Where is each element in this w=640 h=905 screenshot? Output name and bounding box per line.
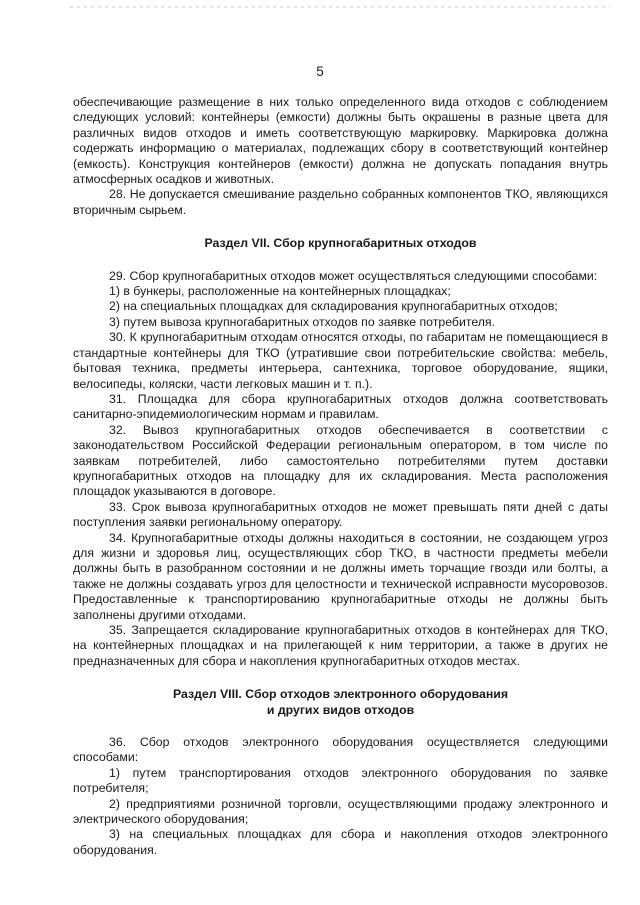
paragraph-32: 32. Вывоз крупногабаритных отходов обеспечивается в соответствии с законодательством Российской Федерации региональным оператором, в том числе по заявкам потребителей, либо самостоятельно потребителями путем доставки крупногабаритных отходов на площадку для их складирования. Места расположения площадок указываются в договоре. [73,422,608,499]
list-item-29-2: 2) на специальных площадках для складирования крупногабаритных отходов; [109,299,558,314]
paragraph-36: 36. Сбор отходов электронного оборудования осуществляется следующими способами: [73,735,608,765]
paragraph-29: 29. Сбор крупногабаритных отходов может осуществляться следующими способами: [109,268,598,283]
section-8-title-line-2: и других видов отходов [266,702,415,717]
section-8-heading [73,687,608,718]
scan-artifact [70,6,610,8]
section-8-title-line-1: Раздел VIII. Сбор отходов электронного оборудования [172,687,509,702]
list-item-29-3: 3) путем вывоза крупногабаритных отходов по заявке потребителя. [109,314,496,329]
paragraph-31: 31. Площадка для сбора крупногабаритных отходов должна соответствовать санитарно-эпидемиологическим нормам и правилам. [73,391,608,422]
list-item-36-3: 3) на специальных площадках для сбора и накопления отходов электронного оборудования. [73,827,608,857]
paragraph-35: 35. Запрещается складирование крупногабаритных отходов в контейнерах для ТКО, на контейнерных площадках и на прилегающей к ним территории, а также в других не предназначенных для сбора и накопления крупногабаритных отходов местах. [73,623,608,668]
list-item-36-1: 1) путем транспортирования отходов электронного оборудования по заявке потребителя; [73,765,608,796]
paragraph-28: 28. Не допускается смешивание раздельно собранных компонентов ТКО, являющихся вторичным сырьем. [73,187,608,217]
document-body [73,95,608,858]
list-item-29-1: 1) в бункеры, расположенные на контейнерных площадках; [109,284,451,299]
section-7-title: Раздел VII. Сбор крупногабаритных отходов [204,236,477,251]
list-item-36-2: 2) предприятиями розничной торговли, осуществляющими продажу электронного и электрического оборудования; [73,796,608,827]
paragraph-33: 33. Срок вывоза крупногабаритных отходов не может превышать пяти дней с даты поступления заявки региональному оператору. [73,499,608,530]
page-number: 5 [316,64,324,79]
section-7-heading [73,236,608,251]
paragraph-34: 34. Крупногабаритные отходы должны находиться в состоянии, не создающем угроз для жизни и здоровья лиц, осуществляющих сбор ТКО, в частности предметы мебели должны быть в разобранном состоянии и не должны иметь торчащие гвозди или болты, а также не должны создавать угроз для целостности и технической исправности мусоровозов. Предоставленные к транспортированию крупногабаритные отходы не должны быть заполнены другими отходами. [73,530,608,622]
paragraph-30: 30. К крупногабаритным отходам относятся отходы, по габаритам не помещающиеся в стандартные контейнеры для ТКО (утратившие свои потребительские свойства: мебель, бытовая техника, предметы интерьера, сантехника, торговое оборудование, ящики, велосипеды, коляски, части легковых машин и т. п.). [73,330,608,391]
paragraph-continuation: обеспечивающие размещение в них только определенного вида отходов с соблюдением следующих условий: контейнеры (емкости) должны быть окрашены в разные цвета для различных видов отходов и иметь соответствующую маркировку. Маркировка должна содержать информацию о материалах, подлежащих сбору в соответствующий контейнер (емкость). Конструкция контейнеров (емкости) должна не допускать попадания внутрь атмосферных осадков и животных. [73,95,608,187]
